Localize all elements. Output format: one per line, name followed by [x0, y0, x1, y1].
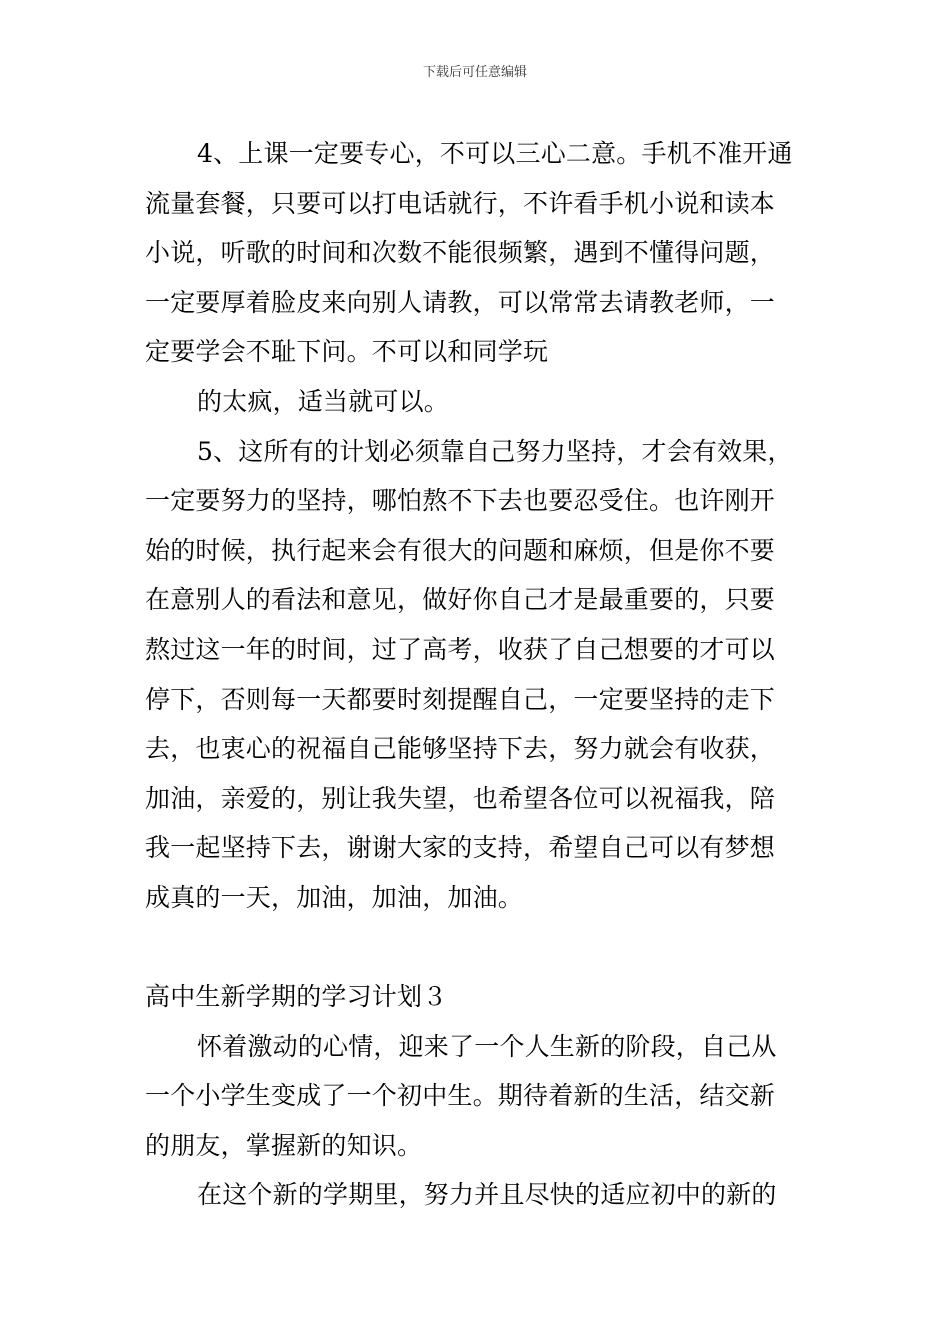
- paragraph-block-plan-3: [145, 1022, 807, 1220]
- text-line: 流量套餐，只要可以打电话就行，不许看手机小说和读本: [145, 188, 776, 218]
- text-line: 一定要厚着脸皮来向别人请教，可以常常去请教老师，一: [145, 287, 776, 317]
- text-line: 始的时候，执行起来会有很大的问题和麻烦，但是你不要: [145, 535, 776, 565]
- text-line: 成真的一天，加油，加油，加油。: [145, 882, 524, 912]
- text-line: 在意别人的看法和意见，做好你自己才是最重要的，只要: [145, 585, 776, 615]
- text-line: 的太疯，适当就可以。: [197, 386, 450, 416]
- text-line: 定要学会不耻下问。不可以和同学玩: [145, 337, 549, 367]
- text-line: 小说，听歌的时间和次数不能很频繁，遇到不懂得问题，: [145, 238, 776, 268]
- text-line: 一个小学生变成了一个初中生。期待着新的生活，结交新: [145, 1081, 776, 1111]
- document-body: [145, 129, 807, 1220]
- text-line: 4、上课一定要专心，不可以三心二意。手机不准开通: [197, 139, 793, 168]
- section-title: 高中生新学期的学习计划３: [145, 982, 448, 1012]
- paragraph-block-plan-items: [145, 129, 807, 923]
- text-line: 5、这所有的计划必须靠自己努力坚持，才会有效果，: [197, 436, 793, 466]
- text-line: 一定要努力的坚持，哪怕熬不下去也要忍受住。也许刚开: [145, 486, 776, 516]
- text-line: 熬过这一年的时间，过了高考，收获了自己想要的才可以: [145, 634, 776, 664]
- text-line: 在这个新的学期里，努力并且尽快的适应初中的新的: [197, 1180, 777, 1210]
- blank-line: [145, 923, 807, 973]
- text-line: 加油，亲爱的，别让我失望，也希望各位可以祝福我，陪: [145, 783, 776, 813]
- page-header: 下载后可任意编辑: [422, 65, 527, 80]
- text-line: 去，也衷心的祝福自己能够坚持下去，努力就会有收获，: [145, 734, 776, 764]
- text-line: 怀着激动的心情，迎来了一个人生新的阶段，自己从: [197, 1031, 777, 1061]
- text-line: 停下，否则每一天都要时刻提醒自己，一定要坚持的走下: [145, 684, 776, 714]
- text-line: 的朋友，掌握新的知识。: [145, 1130, 423, 1160]
- text-line: 我一起坚持下去，谢谢大家的支持，希望自己可以有梦想: [145, 833, 776, 863]
